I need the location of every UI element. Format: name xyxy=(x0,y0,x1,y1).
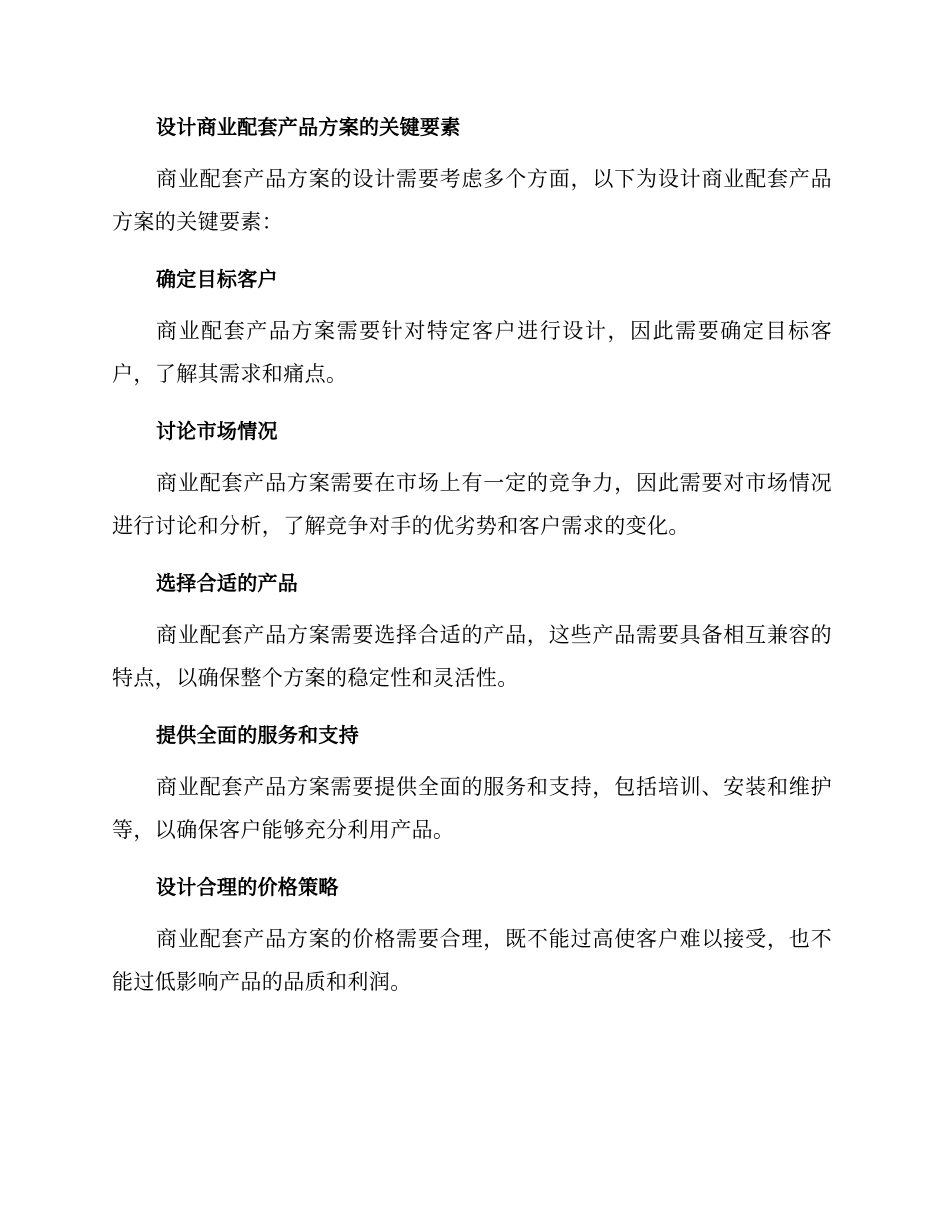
section-paragraph: 商业配套产品方案的设计需要考虑多个方面，以下为设计商业配套产品方案的关键要素： xyxy=(112,167,832,234)
section-pricing-strategy xyxy=(112,870,832,1004)
section-target-customer xyxy=(112,262,832,396)
document-body xyxy=(112,110,832,1022)
section-heading: 确定目标客户 xyxy=(156,267,278,291)
section-heading: 讨论市场情况 xyxy=(156,419,278,443)
section-key-elements xyxy=(112,110,832,244)
section-paragraph: 商业配套产品方案需要针对特定客户进行设计，因此需要确定目标客户，了解其需求和痛点。 xyxy=(112,319,832,386)
section-heading: 设计合理的价格策略 xyxy=(156,875,339,899)
section-heading: 提供全面的服务和支持 xyxy=(156,723,359,747)
section-paragraph: 商业配套产品方案需要选择合适的产品，这些产品需要具备相互兼容的特点，以确保整个方案的稳定性和灵活性。 xyxy=(112,623,832,690)
section-paragraph: 商业配套产品方案的价格需要合理，既不能过高使客户难以接受，也不能过低影响产品的品质和利润。 xyxy=(112,927,832,994)
section-heading: 设计商业配套产品方案的关键要素 xyxy=(156,115,461,139)
section-market-situation xyxy=(112,414,832,548)
section-paragraph: 商业配套产品方案需要提供全面的服务和支持，包括培训、安装和维护等，以确保客户能够充分利用产品。 xyxy=(112,775,832,842)
section-paragraph: 商业配套产品方案需要在市场上有一定的竞争力，因此需要对市场情况进行讨论和分析，了解竞争对手的优劣势和客户需求的变化。 xyxy=(112,471,832,538)
section-heading: 选择合适的产品 xyxy=(156,571,299,595)
section-service-support xyxy=(112,718,832,852)
section-choose-products xyxy=(112,566,832,700)
